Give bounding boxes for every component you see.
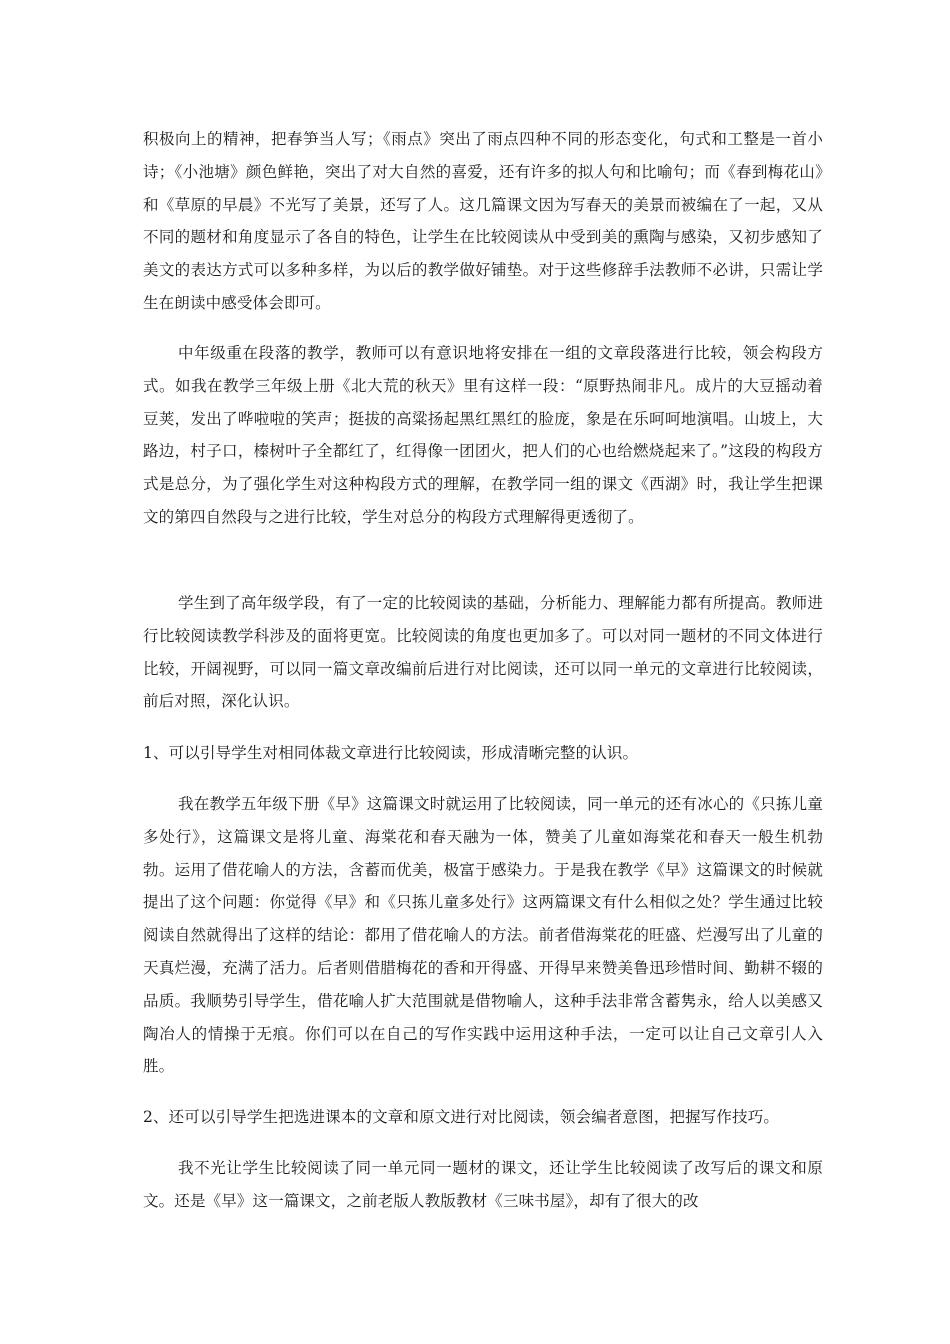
heading-point-1: 1、可以引导学生对相同体裁文章进行比较阅读，形成清晰完整的认识。 — [143, 744, 639, 762]
heading-point-2: 2、还可以引导学生把选进课本的文章和原文进行对比阅读，领会编者意图，把握写作技巧。 — [143, 1108, 780, 1126]
paragraph-middle-grade: 中年级重在段落的教学，教师可以有意识地将安排在一组的文章段落进行比较，领会构段方式。如我在教学三年级上册《北大荒的秋天》里有这样一段：“原野热闹非凡。成片的大豆摇动着豆荚，发出了哗啦啦的笑声；挺拔的高粱扬起黑红黑红的脸庞，象是在乐呵呵地演唱。山坡上，大路边，村子口，榛树叶子全都红了，红得像一团团火，把人们的心也给燃烧起来了。”这段的构段方式是总分，为了强化学生对这种构段方式的理解，在教学同一组的课文《西湖》时，我让学生把课文的第四自然段与之进行比较，学生对总分的构段方式理解得更透彻了。 — [143, 344, 823, 526]
paragraph-spring-texts: 积极向上的精神，把春笋当人写；《雨点》突出了雨点四种不同的形态变化，句式和工整是一首小诗；《小池塘》颜色鲜艳，突出了对大自然的喜爱，还有许多的拟人句和比喻句；而《春到梅花山》和《草原的早晨》不光写了美景，还写了人。这几篇课文因为写春天的美景而被编在了一起，又从不同的题材和角度显示了各自的特色，让学生在比较阅读从中受到美的熏陶与感染，又初步感知了美文的表达方式可以多种多样，为以后的教学做好铺垫。对于这些修辞手法教师不必讲，只需让学生在朗读中感受体会即可。 — [143, 130, 823, 312]
paragraph-upper-grade: 学生到了高年级学段，有了一定的比较阅读的基础，分析能力、理解能力都有所提高。教师进行比较阅读教学科涉及的面将更宽。比较阅读的角度也更加多了。可以对同一题材的不同文体进行比较，开阔视野，可以同一篇文章改编前后进行对比阅读，还可以同一单元的文章进行比较阅读，前后对照，深化认识。 — [143, 594, 823, 711]
paragraph-zao-comparison: 我在教学五年级下册《早》这篇课文时就运用了比较阅读，同一单元的还有冰心的《只拣儿童多处行》，这篇课文是将儿童、海棠花和春天融为一体，赞美了儿童如海棠花和春天一般生机勃勃。运用了借花喻人的方法，含蓄而优美，极富于感染力。于是我在教学《早》这篇课文的时候就提出了这个问题：你觉得《早》和《只拣儿童多处行》这两篇课文有什么相似之处？学生通过比较阅读自然就得出了这样的结论：都用了借花喻人的方法。前者借海棠花的旺盛、烂漫写出了儿童的天真烂漫，充满了活力。后者则借腊梅花的香和开得盛、开得早来赞美鲁迅珍惜时间、勤耕不辍的品质。我顺势引导学生，借花喻人扩大范围就是借物喻人，这种手法非常含蓄隽永，给人以美感又陶冶人的情操于无痕。你们可以在自己的写作实践中运用这种手法，一定可以让自己文章引人入胜。 — [143, 795, 823, 1076]
paragraph-original-comparison: 我不光让学生比较阅读了同一单元同一题材的课文，还让学生比较阅读了改写后的课文和原文。还是《早》这一篇课文，之前老版人教版教材《三味书屋》，却有了很大的改 — [143, 1159, 823, 1210]
